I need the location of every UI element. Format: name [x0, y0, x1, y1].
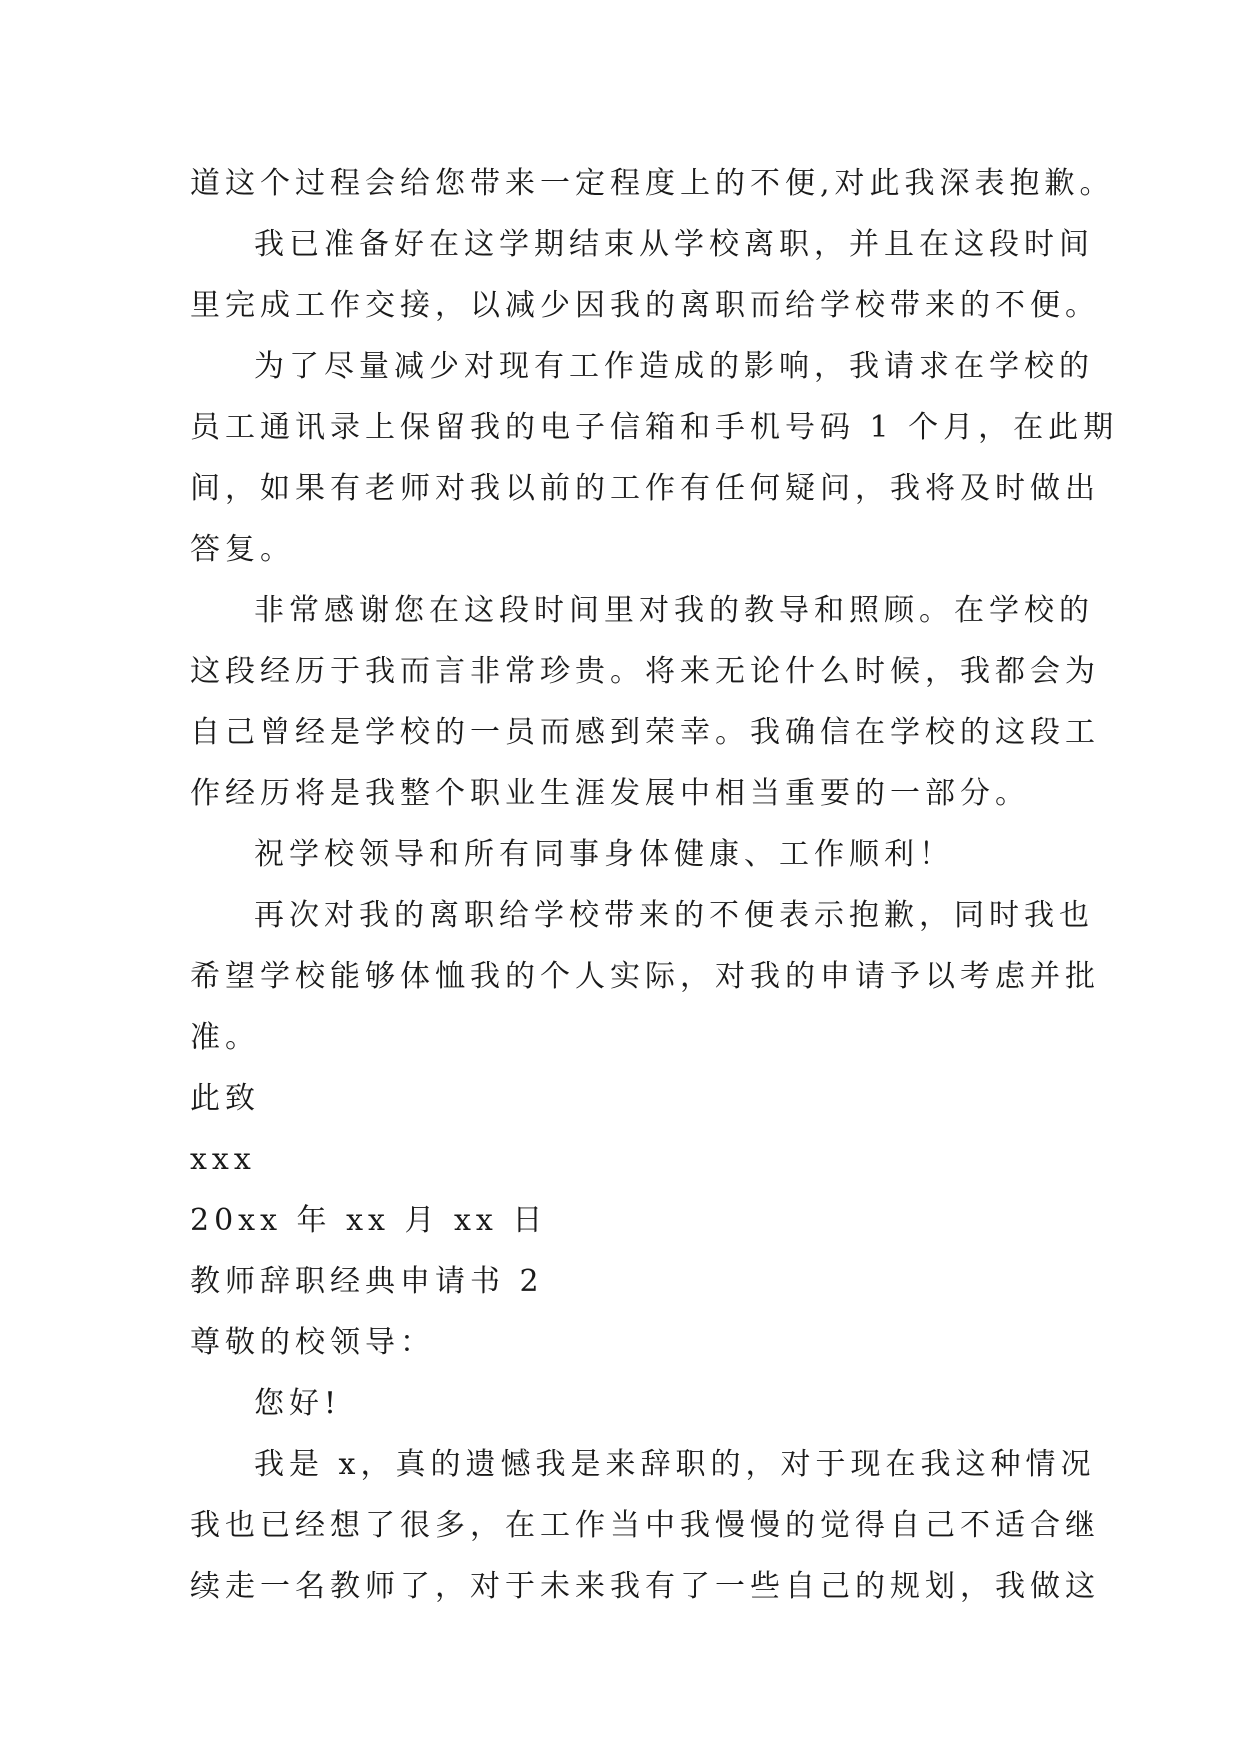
paragraph-line: 为了尽量减少对现有工作造成的影响，我请求在学校的 [254, 349, 1094, 384]
text-line: 准。 [190, 1020, 260, 1055]
text-line: 员工通讯录上保留我的电子信箱和手机号码 1 个月，在此期 [190, 410, 1119, 445]
text-line: 续走一名教师了，对于未来我有了一些自己的规划，我做这 [190, 1569, 1100, 1604]
text-line: 作经历将是我整个职业生涯发展中相当重要的一部分。 [190, 776, 1030, 811]
paragraph-line: 再次对我的离职给学校带来的不便表示抱歉，同时我也 [254, 898, 1094, 933]
greeting: 您好! [254, 1386, 342, 1421]
paragraph-line: 祝学校领导和所有同事身体健康、工作顺利！ [254, 837, 954, 872]
text-line: 答复。 [190, 532, 295, 567]
text-line: 间，如果有老师对我以前的工作有任何疑问，我将及时做出 [190, 471, 1100, 506]
greeting-recipient: 尊敬的校领导： [190, 1325, 435, 1360]
text-line: 希望学校能够体恤我的个人实际，对我的申请予以考虑并批 [190, 959, 1100, 994]
section-title: 教师辞职经典申请书 2 [190, 1264, 544, 1299]
text-line: 里完成工作交接，以减少因我的离职而给学校带来的不便。 [190, 288, 1100, 323]
text-line: 我也已经想了很多，在工作当中我慢慢的觉得自己不适合继 [190, 1508, 1100, 1543]
date-line: 20xx 年 xx 月 xx 日 [190, 1203, 548, 1238]
text-line: 道这个过程会给您带来一定程度上的不便,对此我深表抱歉。 [190, 166, 1115, 201]
paragraph-line: 我已准备好在这学期结束从学校离职，并且在这段时间 [254, 227, 1094, 262]
paragraph-line: 我是 x，真的遗憾我是来辞职的，对于现在我这种情况 [254, 1447, 1096, 1482]
salutation-closing: 此致 [190, 1081, 260, 1116]
recipient: xxx [190, 1142, 256, 1177]
text-line: 自己曾经是学校的一员而感到荣幸。我确信在学校的这段工 [190, 715, 1100, 750]
text-line: 这段经历于我而言非常珍贵。将来无论什么时候，我都会为 [190, 654, 1100, 689]
paragraph-line: 非常感谢您在这段时间里对我的教导和照顾。在学校的 [254, 593, 1094, 628]
